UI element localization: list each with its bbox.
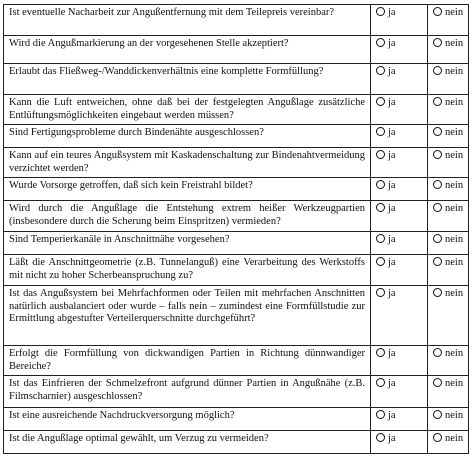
option-yes[interactable] xyxy=(371,148,428,178)
question-text: Ist eine ausreichende Nachdruckversorgung möglich? xyxy=(4,408,371,431)
question-text: Erfolgt die Formfüllung von dickwandigen Partien in Richtung dünnwandiger Bereiche? xyxy=(4,346,371,376)
option-yes-label: ja xyxy=(388,433,396,444)
option-yes[interactable] xyxy=(371,5,428,36)
option-no[interactable] xyxy=(428,232,469,255)
radio-circle-icon[interactable] xyxy=(433,257,442,266)
checklist-row xyxy=(4,5,469,36)
option-no-label: nein xyxy=(445,348,464,359)
checklist-row xyxy=(4,125,469,148)
option-yes-label: ja xyxy=(388,234,396,245)
radio-circle-icon[interactable] xyxy=(433,203,442,212)
question-text: Wird die Angußmarkierung an der vorgesehenen Stelle akzeptiert? xyxy=(4,36,371,64)
option-yes-label: ja xyxy=(388,127,396,138)
radio-circle-icon[interactable] xyxy=(376,410,385,419)
radio-circle-icon[interactable] xyxy=(376,150,385,159)
option-no[interactable] xyxy=(428,125,469,148)
checklist-table xyxy=(3,4,469,454)
radio-circle-icon[interactable] xyxy=(433,378,442,387)
option-yes[interactable] xyxy=(371,346,428,376)
option-no[interactable] xyxy=(428,201,469,232)
option-yes[interactable] xyxy=(371,95,428,125)
option-yes[interactable] xyxy=(371,36,428,64)
option-no-label: nein xyxy=(445,410,464,421)
question-text: Wurde Vorsorge getroffen, daß sich kein Freistrahl bildet? xyxy=(4,178,371,201)
checklist-row xyxy=(4,346,469,376)
radio-circle-icon[interactable] xyxy=(433,180,442,189)
question-text: Wird durch die Angußlage die Entstehung extrem heißer Werkzeugpartien (insbesondere durch die Scherung beim Einspritzen) vermieden? xyxy=(4,201,371,232)
radio-circle-icon[interactable] xyxy=(376,127,385,136)
option-no[interactable] xyxy=(428,408,469,431)
option-no-label: nein xyxy=(445,38,464,49)
checklist-body xyxy=(4,5,469,454)
option-yes-label: ja xyxy=(388,257,396,268)
option-no[interactable] xyxy=(428,286,469,346)
radio-circle-icon[interactable] xyxy=(376,348,385,357)
option-no-label: nein xyxy=(445,257,464,268)
option-yes[interactable] xyxy=(371,376,428,408)
option-yes[interactable] xyxy=(371,286,428,346)
option-yes-label: ja xyxy=(388,97,396,108)
option-yes[interactable] xyxy=(371,232,428,255)
option-yes-label: ja xyxy=(388,288,396,299)
option-no[interactable] xyxy=(428,178,469,201)
radio-circle-icon[interactable] xyxy=(433,433,442,442)
option-no-label: nein xyxy=(445,7,464,18)
radio-circle-icon[interactable] xyxy=(376,378,385,387)
radio-circle-icon[interactable] xyxy=(376,433,385,442)
option-no[interactable] xyxy=(428,36,469,64)
checklist-row xyxy=(4,178,469,201)
option-no-label: nein xyxy=(445,180,464,191)
option-yes-label: ja xyxy=(388,378,396,389)
radio-circle-icon[interactable] xyxy=(376,180,385,189)
question-text: Erlaubt das Fließweg-/Wanddickenverhältnis eine komplette Formfüllung? xyxy=(4,64,371,95)
option-no[interactable] xyxy=(428,255,469,286)
option-no[interactable] xyxy=(428,64,469,95)
radio-circle-icon[interactable] xyxy=(376,203,385,212)
option-yes-label: ja xyxy=(388,66,396,77)
question-text: Kann die Luft entweichen, ohne daß bei der festgelegten Angußlage zusätzliche Entlüftungsmöglichkeiten eingebaut werden müssen? xyxy=(4,95,371,125)
option-yes[interactable] xyxy=(371,64,428,95)
option-no-label: nein xyxy=(445,288,464,299)
option-no[interactable] xyxy=(428,95,469,125)
option-no[interactable] xyxy=(428,431,469,454)
option-no[interactable] xyxy=(428,148,469,178)
radio-circle-icon[interactable] xyxy=(376,234,385,243)
checklist-row xyxy=(4,64,469,95)
checklist-row xyxy=(4,286,469,346)
option-no-label: nein xyxy=(445,150,464,161)
option-yes[interactable] xyxy=(371,255,428,286)
radio-circle-icon[interactable] xyxy=(433,410,442,419)
question-text: Ist das Einfrieren der Schmelzefront aufgrund dünner Partien in Angußnähe (z.B. Filmscharnier) ausgeschlossen? xyxy=(4,376,371,408)
radio-circle-icon[interactable] xyxy=(376,97,385,106)
option-no[interactable] xyxy=(428,376,469,408)
radio-circle-icon[interactable] xyxy=(376,7,385,16)
option-yes-label: ja xyxy=(388,38,396,49)
checklist-row xyxy=(4,255,469,286)
radio-circle-icon[interactable] xyxy=(433,7,442,16)
radio-circle-icon[interactable] xyxy=(433,97,442,106)
radio-circle-icon[interactable] xyxy=(433,348,442,357)
question-text: Sind Fertigungsprobleme durch Bindenähte ausgeschlossen? xyxy=(4,125,371,148)
checklist-row xyxy=(4,95,469,125)
checklist-row xyxy=(4,408,469,431)
radio-circle-icon[interactable] xyxy=(376,66,385,75)
option-no-label: nein xyxy=(445,203,464,214)
radio-circle-icon[interactable] xyxy=(433,66,442,75)
option-yes-label: ja xyxy=(388,203,396,214)
question-text: Läßt die Anschnittgeometrie (z.B. Tunnelanguß) eine Verarbeitung des Werkstoffs mit nicht zu hoher Scherbeanspruchung zu? xyxy=(4,255,371,286)
checklist-row xyxy=(4,36,469,64)
option-yes-label: ja xyxy=(388,180,396,191)
option-yes-label: ja xyxy=(388,410,396,421)
option-no-label: nein xyxy=(445,378,464,389)
question-text: Sind Temperierkanäle in Anschnittnähe vorgesehen? xyxy=(4,232,371,255)
option-no-label: nein xyxy=(445,97,464,108)
checklist-row xyxy=(4,148,469,178)
option-no-label: nein xyxy=(445,127,464,138)
radio-circle-icon[interactable] xyxy=(376,257,385,266)
checklist-row xyxy=(4,431,469,454)
option-yes[interactable] xyxy=(371,201,428,232)
radio-circle-icon[interactable] xyxy=(433,127,442,136)
radio-circle-icon[interactable] xyxy=(376,288,385,297)
option-yes[interactable] xyxy=(371,125,428,148)
checklist-row xyxy=(4,201,469,232)
checklist-row xyxy=(4,232,469,255)
option-no-label: nein xyxy=(445,433,464,444)
radio-circle-icon[interactable] xyxy=(433,150,442,159)
option-no-label: nein xyxy=(445,66,464,77)
option-no-label: nein xyxy=(445,234,464,245)
radio-circle-icon[interactable] xyxy=(433,38,442,47)
question-text: Ist die Angußlage optimal gewählt, um Verzug zu vermeiden? xyxy=(4,431,371,454)
option-yes[interactable] xyxy=(371,408,428,431)
option-no[interactable] xyxy=(428,346,469,376)
question-text: Ist eventuelle Nacharbeit zur Angußentfernung mit dem Teilepreis vereinbar? xyxy=(4,5,371,36)
question-text: Kann auf ein teures Angußsystem mit Kaskadenschaltung zur Bindenahtvermeidung verzichtet werden? xyxy=(4,148,371,178)
option-yes[interactable] xyxy=(371,431,428,454)
radio-circle-icon[interactable] xyxy=(433,234,442,243)
option-yes-label: ja xyxy=(388,348,396,359)
radio-circle-icon[interactable] xyxy=(433,288,442,297)
option-yes-label: ja xyxy=(388,150,396,161)
question-text: Ist das Angußsystem bei Mehrfachformen oder Teilen mit mehrfachen Anschnitten natürlich ausbalanciert oder wurde – falls nein – zumindest eine Formfüllstudie zur Ermittlung abgestufter Verteilerquerschnitte durchgeführt? xyxy=(4,286,371,346)
checklist-row xyxy=(4,376,469,408)
option-yes-label: ja xyxy=(388,7,396,18)
option-no[interactable] xyxy=(428,5,469,36)
option-yes[interactable] xyxy=(371,178,428,201)
radio-circle-icon[interactable] xyxy=(376,38,385,47)
